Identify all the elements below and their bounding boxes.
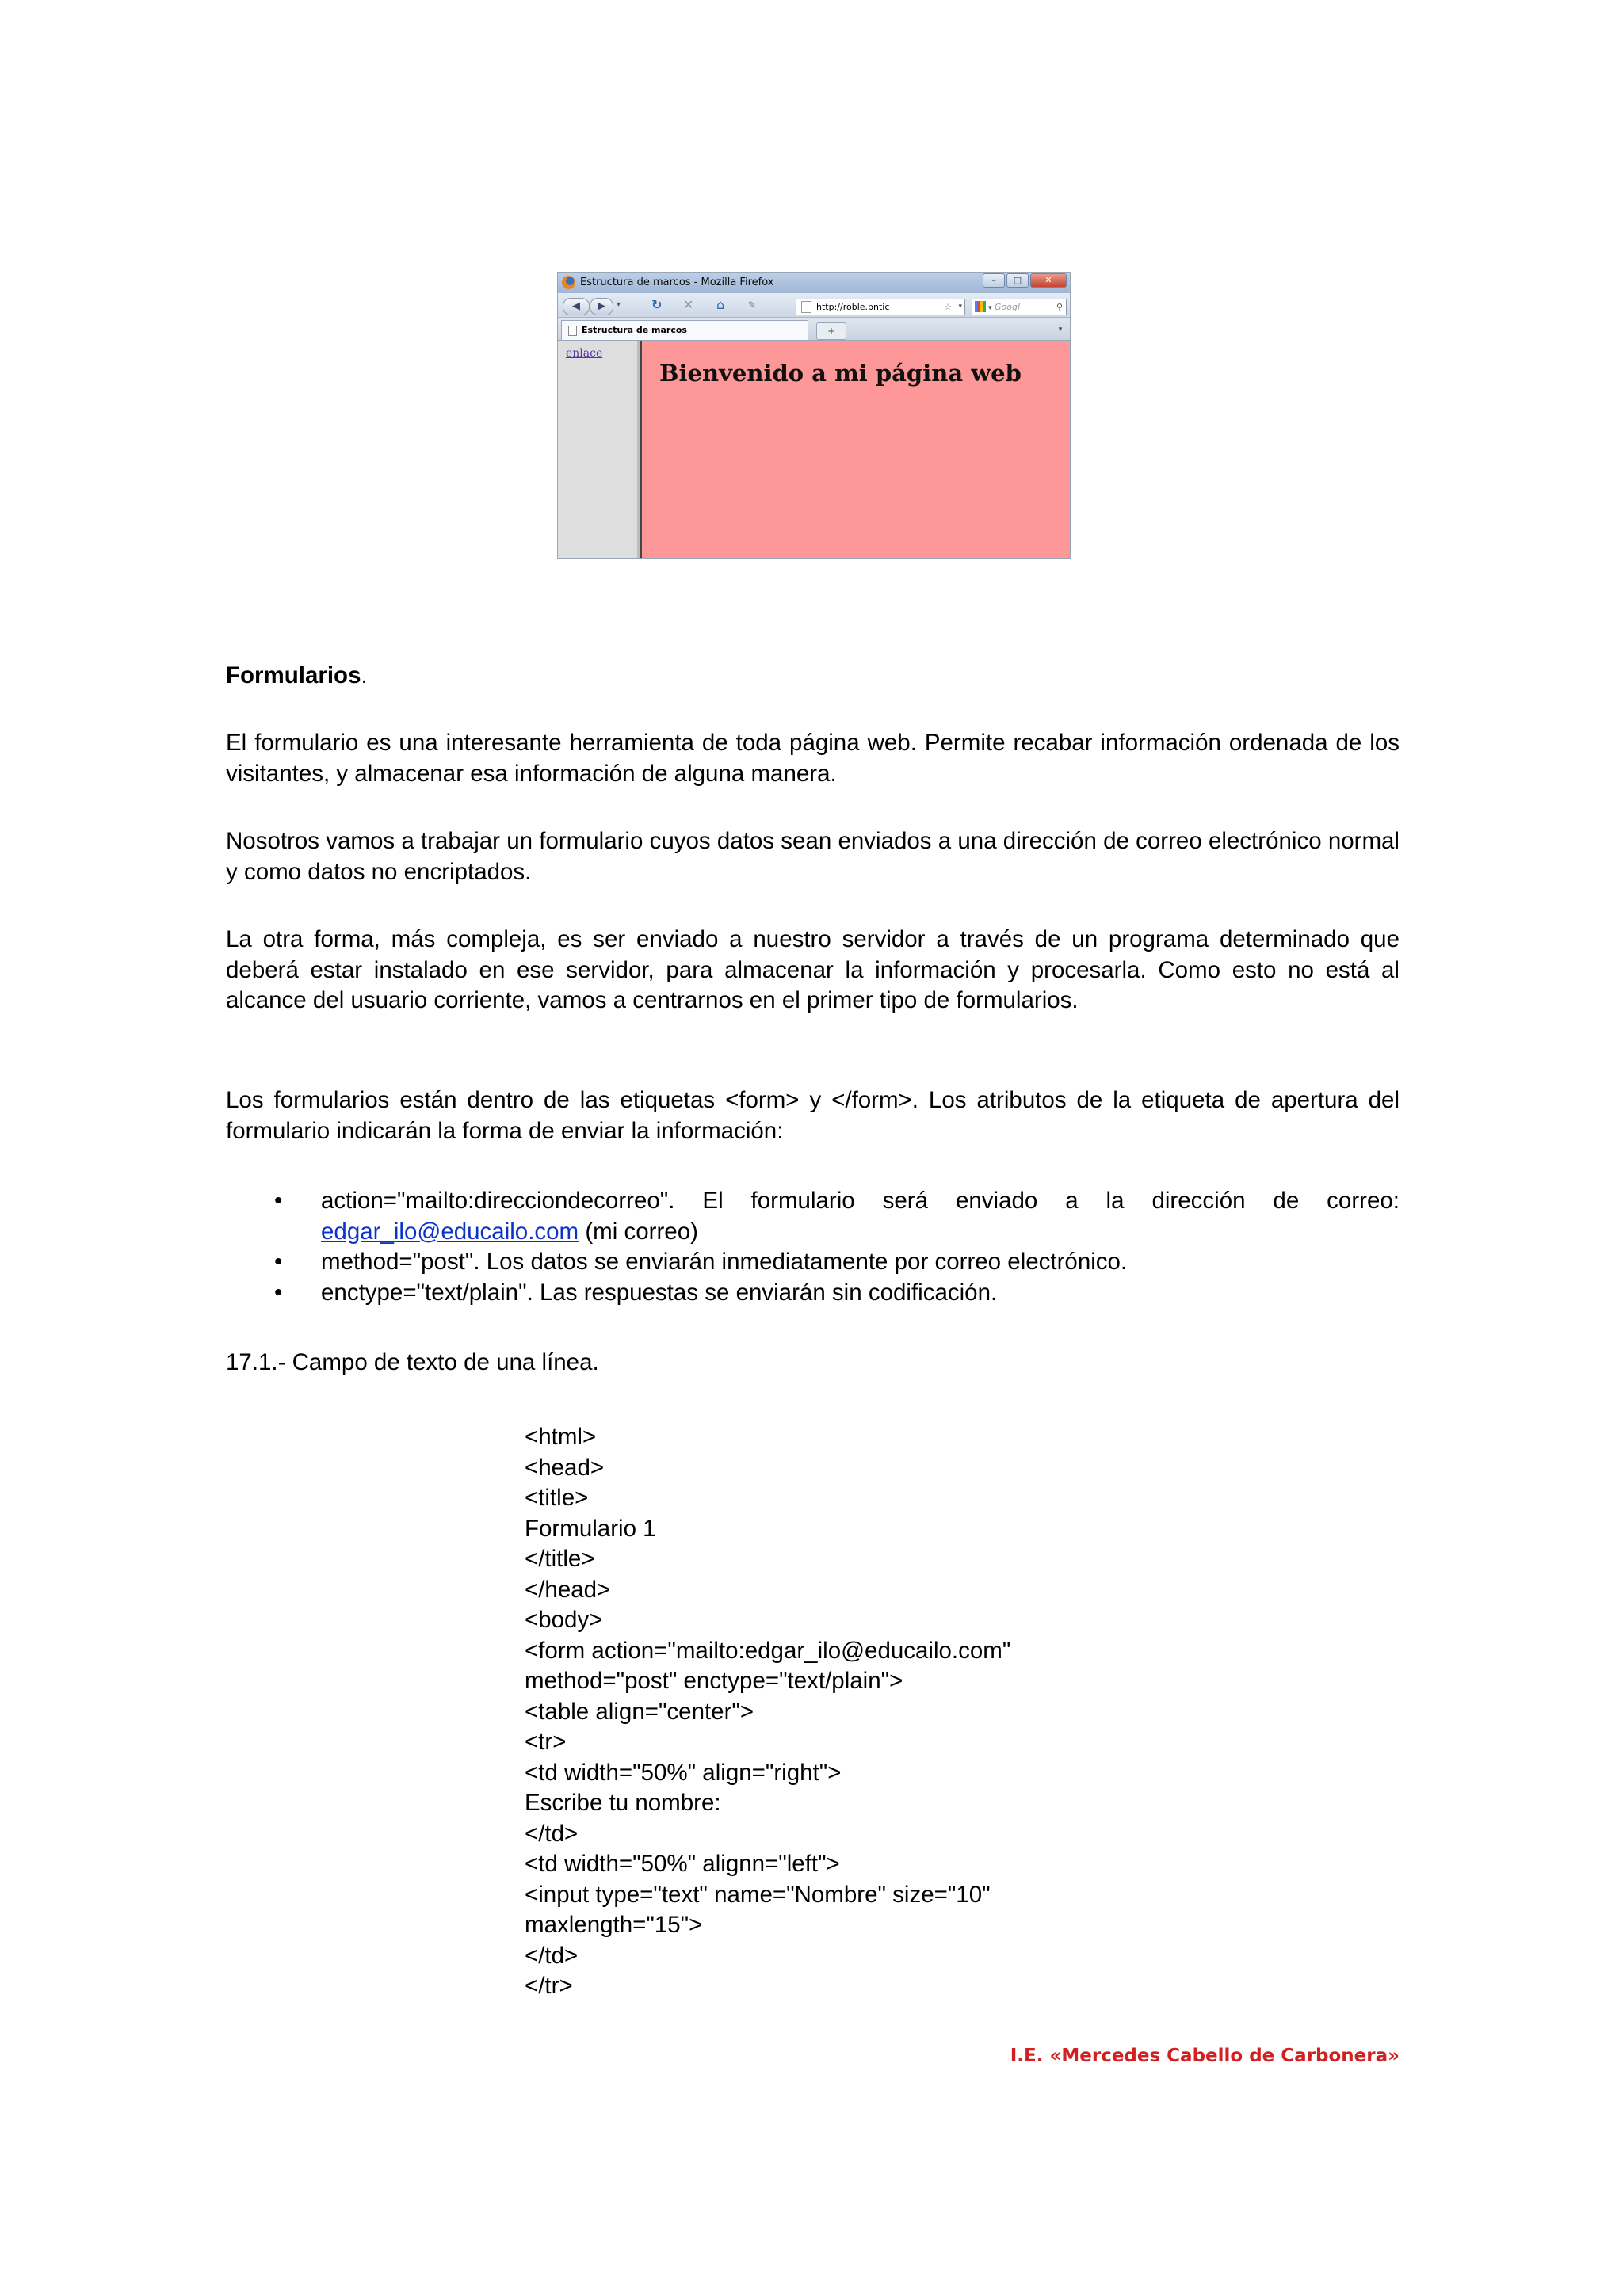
list-item	[226, 1186, 1400, 1247]
google-icon	[975, 301, 986, 312]
heading-bold: Formularios	[226, 662, 361, 688]
email-link[interactable]: edgar_ilo@educailo.com	[321, 1218, 579, 1245]
attribute-list	[226, 1186, 1400, 1308]
bullet-icon: •	[274, 1279, 283, 1306]
enlace-link[interactable]: enlace	[566, 347, 603, 360]
home-icon[interactable]: ⌂	[716, 297, 725, 312]
tab-label: Estructura de marcos	[582, 325, 687, 335]
code-line: <html>	[525, 1424, 597, 1450]
code-line: Formulario 1	[525, 1515, 656, 1542]
search-icon[interactable]: ⚲	[1056, 302, 1063, 312]
paragraph-1: El formulario es una interesante herramienta de toda página web. Permite recabar información ordenada de los visitantes, y almacenar esa información de alguna manera.	[226, 730, 1400, 787]
code-line: </title>	[525, 1546, 595, 1572]
tab-list-icon[interactable]: ▾	[1058, 326, 1063, 334]
page-icon	[568, 326, 577, 336]
search-placeholder: Googl	[995, 302, 1021, 312]
welcome-heading: Bienvenido a mi página web	[659, 360, 1022, 387]
bullet-1-tail: (mi correo)	[579, 1218, 698, 1245]
close-icon[interactable]: ✕	[1030, 273, 1067, 288]
search-bar[interactable]: ▾ Googl ⚲	[972, 299, 1067, 315]
code-line: <table align="center">	[525, 1698, 754, 1725]
bullet-icon: •	[274, 1249, 283, 1275]
paragraph-3: La otra forma, más compleja, es ser enviado a nuestro servidor a través de un programa determinado que deberá estar instalado en ese servidor, para almacenar la información y procesarla. Como esto no está al alcance del usuario corriente, vamos a centrarnos en el primer tipo de formularios.	[226, 926, 1400, 1013]
url-text: http://roble.pntic	[816, 302, 890, 312]
right-frame	[640, 341, 1071, 559]
bullet-icon: •	[274, 1188, 283, 1214]
code-line: <title>	[525, 1485, 589, 1511]
maximize-icon[interactable]: □	[1006, 273, 1029, 288]
code-line: <form action="mailto:edgar_ilo@educailo.com"	[525, 1637, 1011, 1664]
code-line: <td width="50%" align="right">	[525, 1759, 842, 1786]
code-line: </tr>	[525, 1973, 573, 1999]
heading-tail: .	[361, 662, 368, 688]
window-controls	[983, 273, 1067, 288]
code-line: maxlength="15">	[525, 1912, 703, 1938]
page-icon	[801, 301, 812, 313]
firefox-logo-icon	[562, 276, 575, 289]
browser-screenshot	[557, 272, 1071, 559]
code-line: <head>	[525, 1454, 605, 1481]
code-block	[525, 1422, 1010, 2002]
list-item	[226, 1247, 1400, 1278]
reload-icon[interactable]: ↻	[651, 297, 663, 312]
list-item	[226, 1278, 1400, 1309]
subsection-title: 17.1.- Campo de texto de una línea.	[226, 1349, 599, 1375]
section-heading	[226, 661, 1400, 692]
code-line: </head>	[525, 1576, 611, 1603]
window-title: Estructura de marcos - Mozilla Firefox	[580, 277, 774, 288]
code-line: </td>	[525, 1942, 579, 1969]
back-icon[interactable]: ◀	[563, 298, 590, 315]
bookmark-star-icon[interactable]: ☆	[944, 302, 952, 312]
code-line: method="post" enctype="text/plain">	[525, 1668, 903, 1694]
tab-bar	[558, 318, 1070, 341]
code-line: <input type="text" name="Nombre" size="10"	[525, 1881, 991, 1908]
stop-icon[interactable]: ✕	[683, 297, 694, 312]
tab-estructura-de-marcos[interactable]	[561, 320, 808, 340]
url-dropdown-icon[interactable]: ▾	[958, 303, 962, 311]
code-line: </td>	[525, 1820, 579, 1847]
minimize-icon[interactable]: –	[983, 273, 1005, 288]
bullet-1-text: action="mailto:direcciondecorreo". El formulario será enviado a la dirección de correo:	[321, 1188, 1400, 1214]
paragraph-4: Los formularios están dentro de las etiquetas <form> y </form>. Los atributos de la etiqueta de apertura del formulario indicarán la forma de enviar la información:	[226, 1087, 1400, 1144]
navigation-toolbar	[558, 293, 1070, 318]
addon-icon[interactable]: ✎	[748, 299, 757, 311]
code-line: <body>	[525, 1607, 603, 1633]
window-titlebar	[558, 273, 1070, 293]
bullet-2-text: method="post". Los datos se enviarán inmediatamente por correo electrónico.	[321, 1249, 1128, 1275]
new-tab-icon[interactable]: +	[816, 322, 846, 340]
forward-icon[interactable]: ▶	[590, 298, 613, 315]
url-bar[interactable]	[796, 299, 965, 315]
code-line: Escribe tu nombre:	[525, 1790, 721, 1816]
code-line: <td width="50%" alignn="left">	[525, 1851, 840, 1877]
paragraph-2: Nosotros vamos a trabajar un formulario cuyos datos sean enviados a una dirección de correo electrónico normal y como datos no encriptados.	[226, 828, 1400, 885]
bullet-3-text: enctype="text/plain". Las respuestas se enviarán sin codificación.	[321, 1279, 998, 1306]
left-frame	[558, 341, 640, 559]
code-line: <tr>	[525, 1729, 567, 1755]
history-dropdown-icon[interactable]: ▾	[617, 300, 621, 309]
footer-institution: I.E. «Mercedes Cabello de Carbonera»	[1010, 2046, 1400, 2066]
